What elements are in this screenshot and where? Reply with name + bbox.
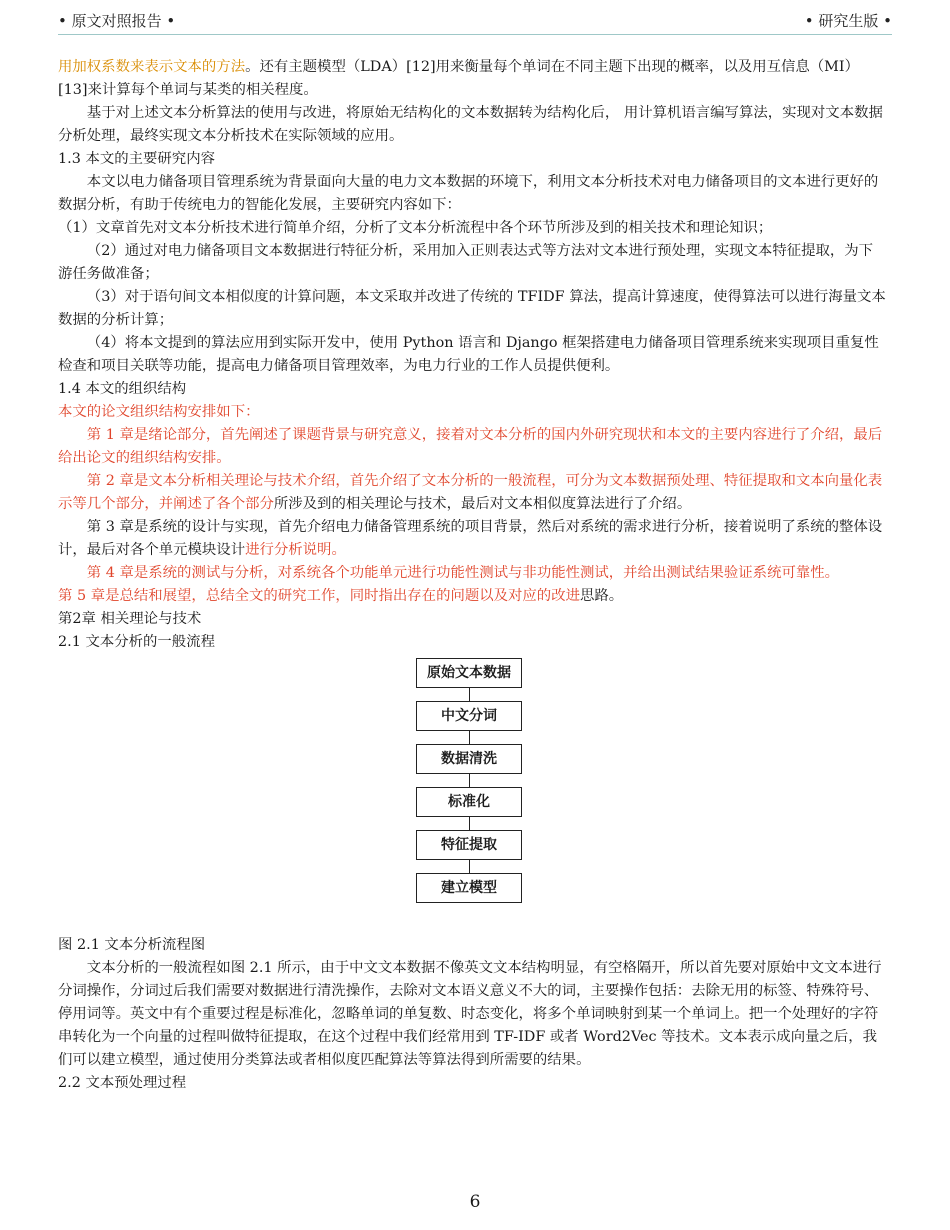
highlight-red: 第 2 章是文本分析相关理论与技术介绍，首先介绍了文本分析的一般流程，可分为文本数据预处理、特征提取和文本向量化表示等几个部分，并阐述了各个部分 — [58, 473, 883, 512]
paragraph: 用加权系数来表示文本的方法。还有主题模型（LDA）[12]用来衡量每个单词在不同主题下出现的概率，以及用互信息（MI）[13]来计算每个单词与某类的相关程度。 — [58, 59, 859, 98]
list-item: （3）对于语句间文本相似度的计算问题，本文采取并改进了传统的 TFIDF 算法，提高计算速度，使得算法可以进行海量文本数据的分析计算； — [58, 289, 886, 328]
highlight-red: 第 1 章是绪论部分，首先阐述了课题背景与研究意义，接着对文本分析的国内外研究现状和本文的主要内容进行了介绍，最后给出论文的组织结构安排。 — [58, 427, 883, 466]
highlight-red: 进行分析说明。 — [245, 542, 346, 558]
flow-step-cleaning: 数据清洗 — [416, 744, 522, 774]
page-number: 6 — [469, 1192, 481, 1212]
flowchart — [58, 658, 886, 926]
paragraph: 基于对上述文本分析算法的使用与改进，将原始无结构化的文本数据转为结构化后， 用计算机语言编写算法，实现对文本数据分析处理，最终实现文本分析技术在实际领域的应用。 — [58, 105, 883, 144]
paragraph: 第 5 章是总结和展望，总结全文的研究工作，同时指出存在的问题以及对应的改进思路。 — [58, 588, 624, 604]
figure-caption: 图 2.1 文本分析流程图 — [58, 937, 206, 953]
flow-step-modeling: 建立模型 — [416, 873, 522, 903]
section-heading: 2.1 文本分析的一般流程 — [58, 634, 215, 650]
flow-connector — [469, 731, 470, 745]
paragraph: 文本分析的一般流程如图 2.1 所示，由于中文文本数据不像英文文本结构明显，有空格隔开，所以首先要对原始中文文本进行分词操作，分词过后我们需要对数据进行清洗操作，去除对文本语义意义不大的词，主要操作包括：去除无用的标签、特殊符号、停用词等。英文中有个重要过程是标准化，忽略单词的单复数、时态变化，将多个单词映射到某一个单词上。把一个处理好的字符串转化为一个向量的过程叫做特征提取，在这个过程中我们经常用到 TF-IDF 或者 Word2Vec 等技术。文本表示成向量之后，我们可以建立模型，通过使用分类算法或者相似度匹配算法等算法得到所需要的结果。 — [58, 960, 882, 1068]
section-heading: 1.3 本文的主要研究内容 — [58, 151, 215, 167]
list-item: （4）将本文提到的算法应用到实际开发中，使用 Python 语言和 Django 框架搭建电力储备项目管理系统来实现项目重复性检查和项目关联等功能，提高电力储备项目管理效率，为电力行业的工作人员提供便利。 — [58, 335, 879, 374]
flow-connector — [469, 817, 470, 831]
section-heading: 2.2 文本预处理过程 — [58, 1075, 187, 1091]
header-divider — [58, 34, 892, 35]
flow-step-raw-text: 原始文本数据 — [416, 658, 522, 688]
flow-connector — [469, 774, 470, 788]
document-body — [58, 56, 886, 1095]
flow-step-normalization: 标准化 — [416, 787, 522, 817]
highlight-red: 第 4 章是系统的测试与分析，对系统各个功能单元进行功能性测试与非功能性测试，并给出测试结果验证系统可靠性。 — [86, 565, 840, 581]
list-item: （1）文章首先对文本分析技术进行简单介绍，分析了文本分析流程中各个环节所涉及到的相关技术和理论知识； — [58, 220, 773, 236]
section-heading: 1.4 本文的组织结构 — [58, 381, 187, 397]
flow-step-feature-extraction: 特征提取 — [416, 830, 522, 860]
paragraph: 第 2 章是文本分析相关理论与技术介绍，首先介绍了文本分析的一般流程，可分为文本数据预处理、特征提取和文本向量化表示等几个部分，并阐述了各个部分所涉及到的相关理论与技术，最后对文本相似度算法进行了介绍。 — [58, 473, 883, 512]
highlight-red: 第 5 章是总结和展望，总结全文的研究工作，同时指出存在的问题以及对应的改进 — [58, 588, 580, 604]
chapter-heading: 第2章 相关理论与技术 — [58, 611, 202, 627]
paragraph: 本文以电力储备项目管理系统为背景面向大量的电力文本数据的环境下，利用文本分析技术对电力储备项目的文本进行更好的数据分析，有助于传统电力的智能化发展，主要研究内容如下： — [58, 174, 879, 213]
header-right: • 研究生版 • — [804, 12, 892, 30]
highlight-orange: 用加权系数来表示文本的方法 — [58, 59, 246, 75]
paragraph: 第 3 章是系统的设计与实现，首先介绍电力储备管理系统的项目背景，然后对系统的需求进行分析，接着说明了系统的整体设计，最后对各个单元模块设计进行分析说明。 — [58, 519, 883, 558]
flow-connector — [469, 688, 470, 702]
list-item: （2）通过对电力储备项目文本数据进行特征分析，采用加入正则表达式等方法对文本进行预处理，实现文本特征提取，为下游任务做准备； — [58, 243, 874, 282]
highlight-red: 本文的论文组织结构安排如下： — [58, 404, 260, 420]
flow-connector — [469, 860, 470, 874]
flow-step-segmentation: 中文分词 — [416, 701, 522, 731]
header-left: • 原文对照报告 • — [58, 12, 176, 30]
